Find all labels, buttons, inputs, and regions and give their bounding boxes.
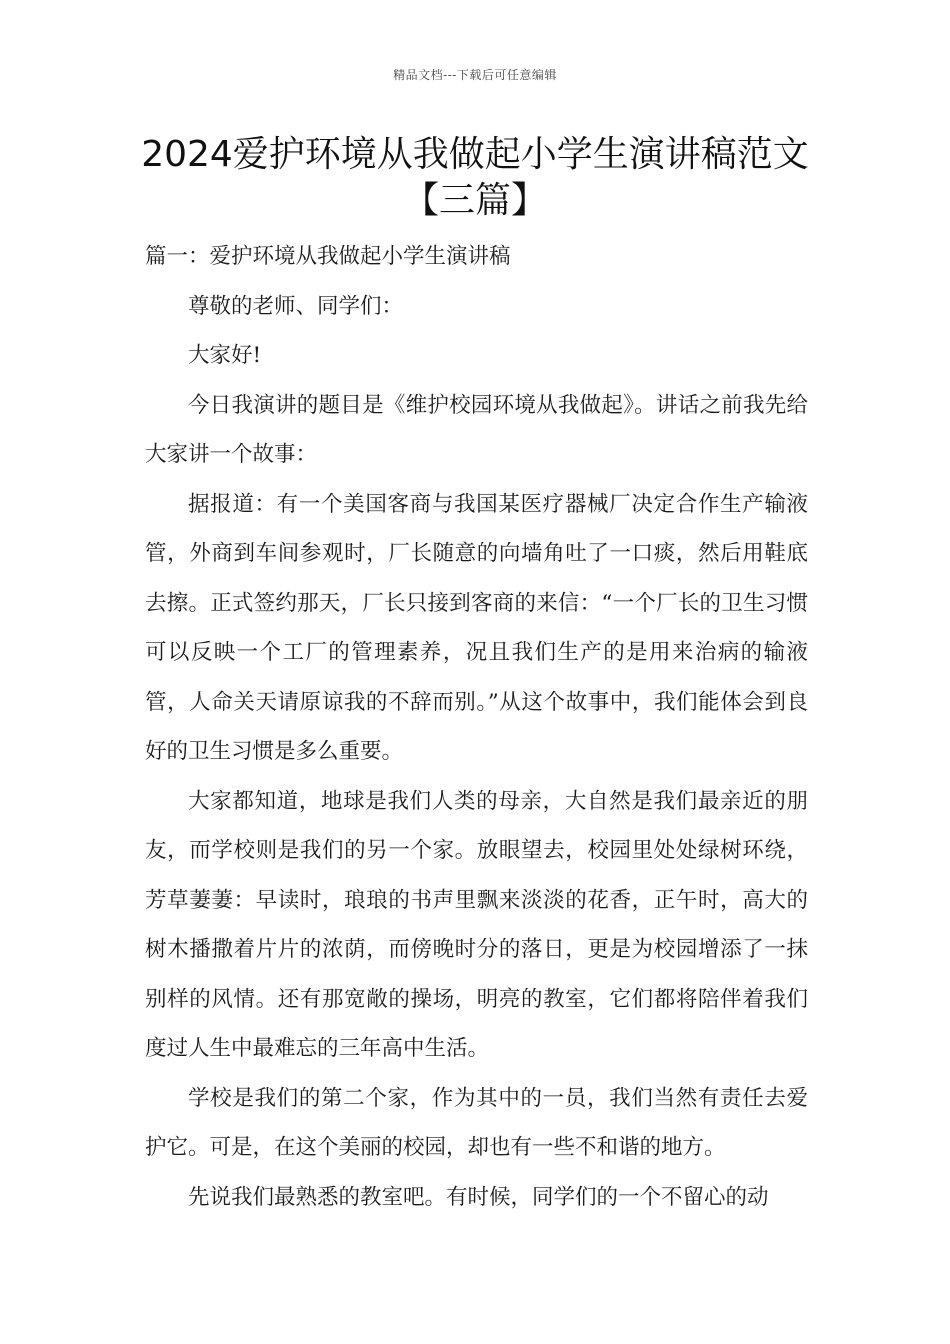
body-paragraph: 学校是我们的第二个家，作为其中的一员，我们当然有责任去爱护它。可是，在这个美丽的校园，却也有一些不和谐的地方。 [145, 1085, 808, 1160]
header-note: 精品文档---下载后可任意编辑 [393, 68, 557, 82]
body-paragraph: 今日我演讲的题目是《维护校园环境从我做起》。讲话之前我先给大家讲一个故事： [145, 392, 808, 467]
salutation-paragraph: 尊敬的老师、同学们： [188, 293, 404, 319]
body-paragraph: 据报道：有一个美国客商与我国某医疗器械厂决定合作生产输液管，外商到车间参观时，厂长随意的向墙角吐了一口痰，然后用鞋底去擦。正式签约那天，厂长只接到客商的来信：“一个厂长的卫生习惯可以反映一个工厂的管理素养，况且我们生产的是用来治病的输液管，人命关天请原谅我的不辞而别。”从这个故事中，我们能体会到良好的卫生习惯是多么重要。 [145, 491, 808, 764]
document-title: 2024爱护环境从我做起小学生演讲稿范文【三篇】 [141, 134, 809, 221]
greeting-paragraph: 大家好! [188, 343, 262, 368]
section-heading: 篇一：爱护环境从我做起小学生演讲稿 [145, 244, 511, 269]
document-body [145, 232, 808, 1222]
body-paragraph: 大家都知道，地球是我们人类的母亲，大自然是我们最亲近的朋友，而学校则是我们的另一个家。放眼望去，校园里处处绿树环绕，芳草萋萋：早读时，琅琅的书声里飘来淡淡的花香，正午时，高大的树木播撒着片片的浓荫，而傍晚时分的落日，更是为校园增添了一抹别样的风情。还有那宽敞的操场，明亮的教室，它们都将陪伴着我们度过人生中最难忘的三年高中生活。 [145, 788, 808, 1061]
body-paragraph: 先说我们最熟悉的教室吧。有时候，同学们的一个不留心的动 [188, 1184, 769, 1210]
